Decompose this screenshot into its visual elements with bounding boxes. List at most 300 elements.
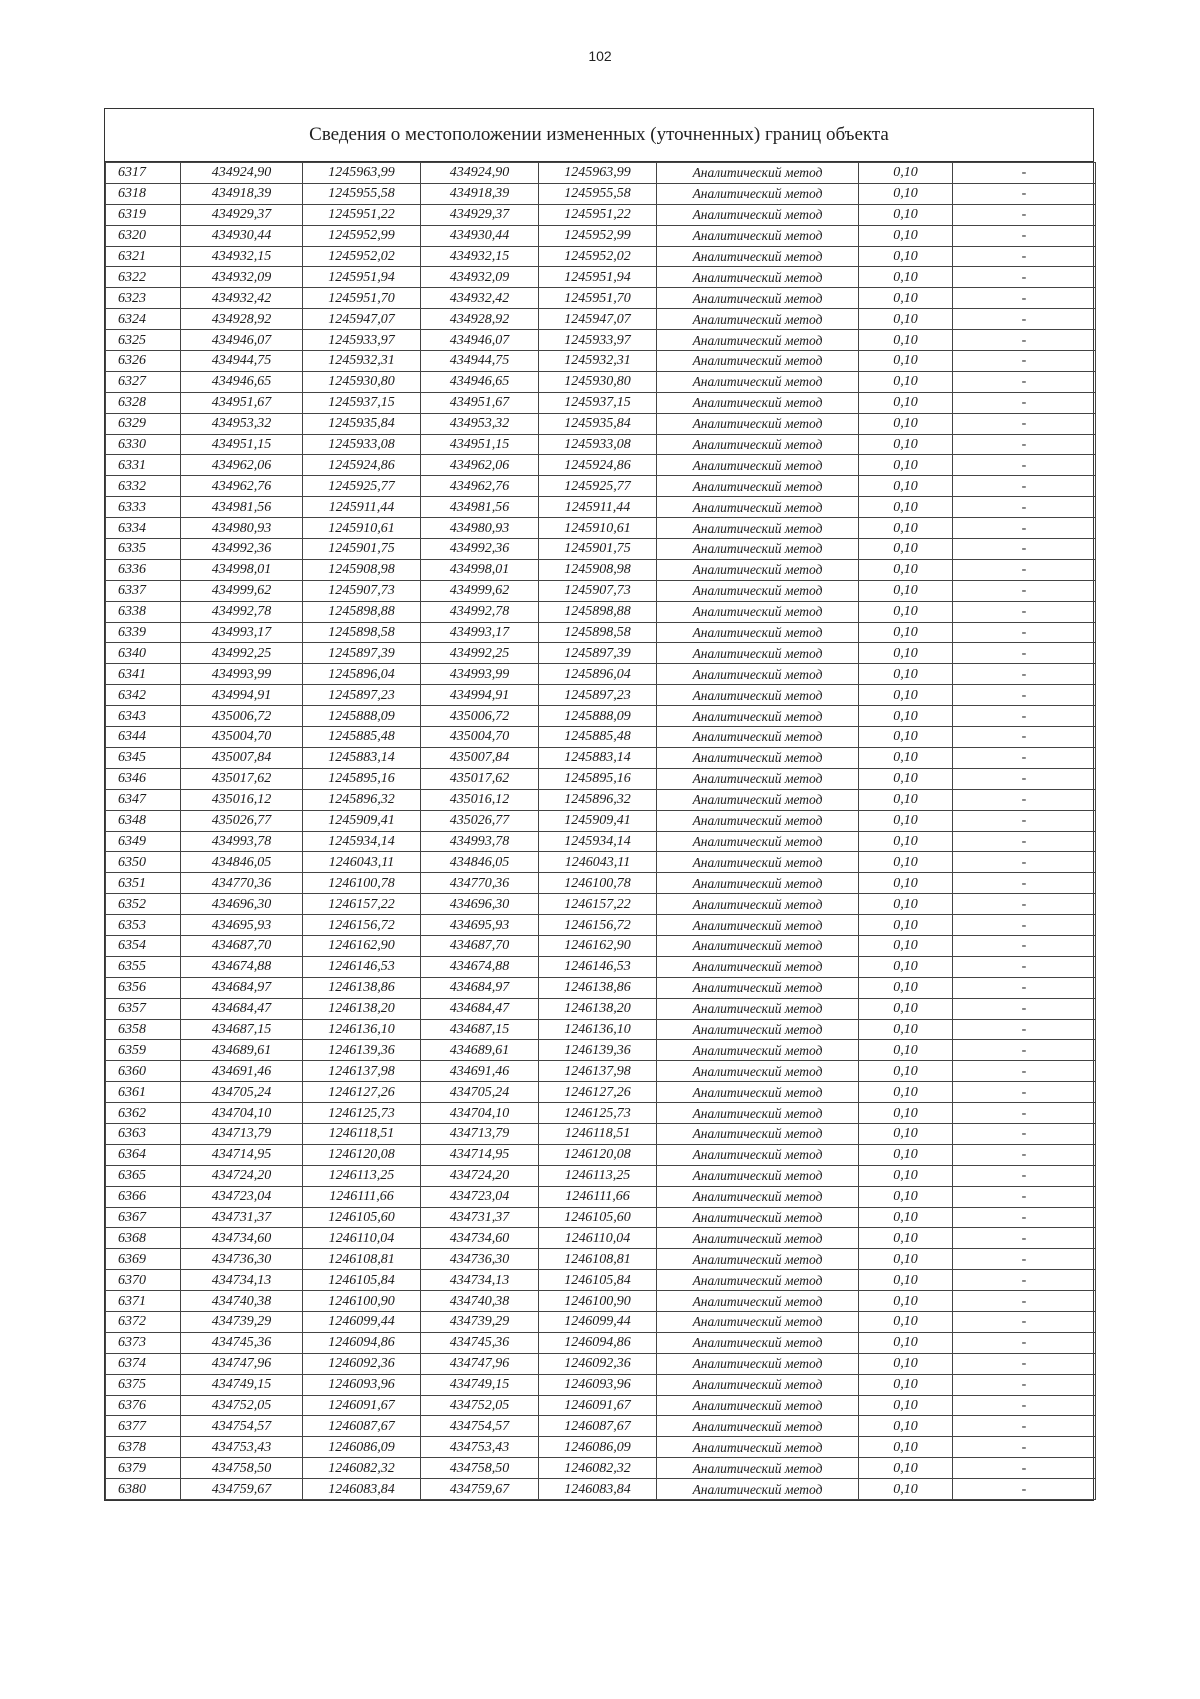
x-coordinate-new: 434951,15 <box>421 434 539 455</box>
point-number: 6361 <box>106 1082 181 1103</box>
table-row <box>106 1123 1096 1144</box>
table-row <box>106 894 1096 915</box>
determination-method: Аналитический метод <box>657 643 859 664</box>
description-value: - <box>953 1311 1096 1332</box>
x-coordinate-existing: 434753,43 <box>181 1437 303 1458</box>
description-value: - <box>953 392 1096 413</box>
description-value: - <box>953 706 1096 727</box>
point-number: 6354 <box>106 935 181 956</box>
description-value: - <box>953 747 1096 768</box>
precision-value: 0,10 <box>859 1479 953 1500</box>
y-coordinate-existing: 1246136,10 <box>303 1019 421 1040</box>
y-coordinate-new: 1245888,09 <box>539 706 657 727</box>
determination-method: Аналитический метод <box>657 330 859 351</box>
point-number: 6322 <box>106 267 181 288</box>
determination-method: Аналитический метод <box>657 413 859 434</box>
y-coordinate-new: 1245910,61 <box>539 518 657 539</box>
determination-method: Аналитический метод <box>657 977 859 998</box>
y-coordinate-new: 1245897,39 <box>539 643 657 664</box>
y-coordinate-existing: 1245937,15 <box>303 392 421 413</box>
y-coordinate-new: 1246111,66 <box>539 1186 657 1207</box>
determination-method: Аналитический метод <box>657 935 859 956</box>
point-number: 6341 <box>106 664 181 685</box>
point-number: 6350 <box>106 852 181 873</box>
precision-value: 0,10 <box>859 1395 953 1416</box>
x-coordinate-new: 434714,95 <box>421 1144 539 1165</box>
x-coordinate-existing: 434953,32 <box>181 413 303 434</box>
table-row <box>106 915 1096 936</box>
description-value: - <box>953 1123 1096 1144</box>
x-coordinate-new: 434928,92 <box>421 309 539 330</box>
y-coordinate-new: 1245932,31 <box>539 351 657 372</box>
y-coordinate-existing: 1246100,78 <box>303 873 421 894</box>
table-row <box>106 852 1096 873</box>
determination-method: Аналитический метод <box>657 476 859 497</box>
description-value: - <box>953 685 1096 706</box>
precision-value: 0,10 <box>859 455 953 476</box>
table-row <box>106 601 1096 622</box>
x-coordinate-existing: 434713,79 <box>181 1123 303 1144</box>
x-coordinate-new: 434745,36 <box>421 1332 539 1353</box>
table-row <box>106 956 1096 977</box>
y-coordinate-existing: 1246087,67 <box>303 1416 421 1437</box>
precision-value: 0,10 <box>859 998 953 1019</box>
precision-value: 0,10 <box>859 1458 953 1479</box>
description-value: - <box>953 643 1096 664</box>
y-coordinate-new: 1246162,90 <box>539 935 657 956</box>
y-coordinate-existing: 1246120,08 <box>303 1144 421 1165</box>
y-coordinate-existing: 1245883,14 <box>303 747 421 768</box>
point-number: 6328 <box>106 392 181 413</box>
precision-value: 0,10 <box>859 351 953 372</box>
table-row <box>106 1458 1096 1479</box>
y-coordinate-new: 1245951,94 <box>539 267 657 288</box>
table-row <box>106 747 1096 768</box>
x-coordinate-new: 434932,15 <box>421 246 539 267</box>
x-coordinate-new: 435026,77 <box>421 810 539 831</box>
x-coordinate-existing: 434846,05 <box>181 852 303 873</box>
y-coordinate-existing: 1246082,32 <box>303 1458 421 1479</box>
table-row <box>106 246 1096 267</box>
description-value: - <box>953 1374 1096 1395</box>
determination-method: Аналитический метод <box>657 768 859 789</box>
table-row <box>106 1332 1096 1353</box>
point-number: 6353 <box>106 915 181 936</box>
y-coordinate-existing: 1246125,73 <box>303 1103 421 1124</box>
y-coordinate-new: 1246139,36 <box>539 1040 657 1061</box>
y-coordinate-new: 1246146,53 <box>539 956 657 977</box>
point-number: 6359 <box>106 1040 181 1061</box>
table-row <box>106 392 1096 413</box>
precision-value: 0,10 <box>859 643 953 664</box>
y-coordinate-existing: 1245898,88 <box>303 601 421 622</box>
y-coordinate-existing: 1245935,84 <box>303 413 421 434</box>
y-coordinate-existing: 1245951,22 <box>303 204 421 225</box>
table-title: Сведения о местоположении измененных (уточненных) границ объекта <box>105 109 1093 162</box>
x-coordinate-new: 434846,05 <box>421 852 539 873</box>
y-coordinate-existing: 1246127,26 <box>303 1082 421 1103</box>
point-number: 6319 <box>106 204 181 225</box>
x-coordinate-new: 434930,44 <box>421 225 539 246</box>
y-coordinate-existing: 1246093,96 <box>303 1374 421 1395</box>
table-row <box>106 1082 1096 1103</box>
y-coordinate-existing: 1245896,04 <box>303 664 421 685</box>
description-value: - <box>953 1291 1096 1312</box>
description-value: - <box>953 434 1096 455</box>
point-number: 6326 <box>106 351 181 372</box>
x-coordinate-new: 434674,88 <box>421 956 539 977</box>
x-coordinate-existing: 434705,24 <box>181 1082 303 1103</box>
determination-method: Аналитический метод <box>657 1144 859 1165</box>
y-coordinate-new: 1245897,23 <box>539 685 657 706</box>
precision-value: 0,10 <box>859 894 953 915</box>
determination-method: Аналитический метод <box>657 1479 859 1500</box>
table-row <box>106 831 1096 852</box>
determination-method: Аналитический метод <box>657 1123 859 1144</box>
table-row <box>106 497 1096 518</box>
determination-method: Аналитический метод <box>657 1395 859 1416</box>
x-coordinate-existing: 434747,96 <box>181 1353 303 1374</box>
description-value: - <box>953 580 1096 601</box>
x-coordinate-existing: 434731,37 <box>181 1207 303 1228</box>
y-coordinate-existing: 1245911,44 <box>303 497 421 518</box>
x-coordinate-new: 434946,07 <box>421 330 539 351</box>
y-coordinate-new: 1246100,90 <box>539 1291 657 1312</box>
y-coordinate-existing: 1246118,51 <box>303 1123 421 1144</box>
determination-method: Аналитический метод <box>657 1291 859 1312</box>
precision-value: 0,10 <box>859 706 953 727</box>
determination-method: Аналитический метод <box>657 1186 859 1207</box>
precision-value: 0,10 <box>859 977 953 998</box>
x-coordinate-existing: 434714,95 <box>181 1144 303 1165</box>
point-number: 6352 <box>106 894 181 915</box>
y-coordinate-new: 1245951,22 <box>539 204 657 225</box>
x-coordinate-existing: 434992,36 <box>181 539 303 560</box>
description-value: - <box>953 935 1096 956</box>
description-value: - <box>953 1249 1096 1270</box>
precision-value: 0,10 <box>859 601 953 622</box>
determination-method: Аналитический метод <box>657 455 859 476</box>
x-coordinate-existing: 434929,37 <box>181 204 303 225</box>
x-coordinate-existing: 434998,01 <box>181 559 303 580</box>
x-coordinate-new: 435004,70 <box>421 727 539 748</box>
x-coordinate-new: 434946,65 <box>421 371 539 392</box>
description-value: - <box>953 622 1096 643</box>
x-coordinate-existing: 434932,42 <box>181 288 303 309</box>
description-value: - <box>953 1144 1096 1165</box>
x-coordinate-new: 434992,36 <box>421 539 539 560</box>
y-coordinate-new: 1245898,58 <box>539 622 657 643</box>
y-coordinate-new: 1245952,99 <box>539 225 657 246</box>
description-value: - <box>953 998 1096 1019</box>
y-coordinate-existing: 1245934,14 <box>303 831 421 852</box>
precision-value: 0,10 <box>859 873 953 894</box>
determination-method: Аналитический метод <box>657 1416 859 1437</box>
description-value: - <box>953 1207 1096 1228</box>
table-row <box>106 434 1096 455</box>
point-number: 6338 <box>106 601 181 622</box>
table-row <box>106 183 1096 204</box>
point-number: 6378 <box>106 1437 181 1458</box>
x-coordinate-existing: 434932,15 <box>181 246 303 267</box>
y-coordinate-new: 1245952,02 <box>539 246 657 267</box>
point-number: 6333 <box>106 497 181 518</box>
x-coordinate-existing: 434994,91 <box>181 685 303 706</box>
x-coordinate-new: 434747,96 <box>421 1353 539 1374</box>
point-number: 6339 <box>106 622 181 643</box>
y-coordinate-existing: 1245898,58 <box>303 622 421 643</box>
y-coordinate-new: 1246093,96 <box>539 1374 657 1395</box>
determination-method: Аналитический метод <box>657 894 859 915</box>
y-coordinate-new: 1245925,77 <box>539 476 657 497</box>
table-row <box>106 622 1096 643</box>
y-coordinate-existing: 1245952,02 <box>303 246 421 267</box>
y-coordinate-new: 1245907,73 <box>539 580 657 601</box>
description-value: - <box>953 204 1096 225</box>
y-coordinate-existing: 1246111,66 <box>303 1186 421 1207</box>
x-coordinate-new: 434684,47 <box>421 998 539 1019</box>
point-number: 6365 <box>106 1165 181 1186</box>
precision-value: 0,10 <box>859 246 953 267</box>
description-value: - <box>953 163 1096 184</box>
y-coordinate-new: 1245933,97 <box>539 330 657 351</box>
determination-method: Аналитический метод <box>657 288 859 309</box>
y-coordinate-new: 1245933,08 <box>539 434 657 455</box>
determination-method: Аналитический метод <box>657 1332 859 1353</box>
y-coordinate-new: 1245909,41 <box>539 810 657 831</box>
x-coordinate-existing: 434674,88 <box>181 956 303 977</box>
precision-value: 0,10 <box>859 1332 953 1353</box>
x-coordinate-new: 434770,36 <box>421 873 539 894</box>
description-value: - <box>953 831 1096 852</box>
description-value: - <box>953 601 1096 622</box>
x-coordinate-new: 434758,50 <box>421 1458 539 1479</box>
point-number: 6373 <box>106 1332 181 1353</box>
y-coordinate-new: 1245963,99 <box>539 163 657 184</box>
determination-method: Аналитический метод <box>657 183 859 204</box>
y-coordinate-new: 1246086,09 <box>539 1437 657 1458</box>
table-row <box>106 1416 1096 1437</box>
point-number: 6349 <box>106 831 181 852</box>
determination-method: Аналитический метод <box>657 1270 859 1291</box>
table-row <box>106 225 1096 246</box>
description-value: - <box>953 956 1096 977</box>
precision-value: 0,10 <box>859 768 953 789</box>
determination-method: Аналитический метод <box>657 246 859 267</box>
precision-value: 0,10 <box>859 1082 953 1103</box>
y-coordinate-existing: 1245951,94 <box>303 267 421 288</box>
y-coordinate-existing: 1246083,84 <box>303 1479 421 1500</box>
table-row <box>106 309 1096 330</box>
x-coordinate-existing: 434689,61 <box>181 1040 303 1061</box>
y-coordinate-existing: 1246162,90 <box>303 935 421 956</box>
y-coordinate-new: 1246043,11 <box>539 852 657 873</box>
description-value: - <box>953 1479 1096 1500</box>
precision-value: 0,10 <box>859 685 953 706</box>
table-row <box>106 1040 1096 1061</box>
y-coordinate-existing: 1246138,86 <box>303 977 421 998</box>
x-coordinate-existing: 434739,29 <box>181 1311 303 1332</box>
description-value: - <box>953 810 1096 831</box>
y-coordinate-new: 1246099,44 <box>539 1311 657 1332</box>
description-value: - <box>953 539 1096 560</box>
determination-method: Аналитический метод <box>657 1249 859 1270</box>
determination-method: Аналитический метод <box>657 1019 859 1040</box>
x-coordinate-new: 435007,84 <box>421 747 539 768</box>
x-coordinate-existing: 434758,50 <box>181 1458 303 1479</box>
description-value: - <box>953 852 1096 873</box>
precision-value: 0,10 <box>859 831 953 852</box>
determination-method: Аналитический метод <box>657 539 859 560</box>
point-number: 6346 <box>106 768 181 789</box>
determination-method: Аналитический метод <box>657 204 859 225</box>
description-value: - <box>953 1458 1096 1479</box>
precision-value: 0,10 <box>859 1165 953 1186</box>
y-coordinate-existing: 1246113,25 <box>303 1165 421 1186</box>
point-number: 6369 <box>106 1249 181 1270</box>
x-coordinate-new: 434962,06 <box>421 455 539 476</box>
determination-method: Аналитический метод <box>657 1437 859 1458</box>
determination-method: Аналитический метод <box>657 1040 859 1061</box>
x-coordinate-new: 434739,29 <box>421 1311 539 1332</box>
description-value: - <box>953 371 1096 392</box>
x-coordinate-existing: 434930,44 <box>181 225 303 246</box>
table-row <box>106 518 1096 539</box>
x-coordinate-new: 434953,32 <box>421 413 539 434</box>
description-value: - <box>953 1082 1096 1103</box>
table-row <box>106 1186 1096 1207</box>
precision-value: 0,10 <box>859 309 953 330</box>
description-value: - <box>953 664 1096 685</box>
description-value: - <box>953 1061 1096 1082</box>
x-coordinate-existing: 434723,04 <box>181 1186 303 1207</box>
point-number: 6355 <box>106 956 181 977</box>
page-number: 102 <box>588 48 612 64</box>
x-coordinate-new: 434992,25 <box>421 643 539 664</box>
x-coordinate-existing: 434951,15 <box>181 434 303 455</box>
y-coordinate-new: 1246083,84 <box>539 1479 657 1500</box>
determination-method: Аналитический метод <box>657 371 859 392</box>
precision-value: 0,10 <box>859 747 953 768</box>
x-coordinate-existing: 434736,30 <box>181 1249 303 1270</box>
y-coordinate-new: 1246105,60 <box>539 1207 657 1228</box>
point-number: 6360 <box>106 1061 181 1082</box>
precision-value: 0,10 <box>859 1270 953 1291</box>
determination-method: Аналитический метод <box>657 664 859 685</box>
y-coordinate-existing: 1246146,53 <box>303 956 421 977</box>
boundary-table-container <box>104 108 1094 1501</box>
x-coordinate-new: 434695,93 <box>421 915 539 936</box>
table-row <box>106 768 1096 789</box>
x-coordinate-existing: 435026,77 <box>181 810 303 831</box>
description-value: - <box>953 1437 1096 1458</box>
precision-value: 0,10 <box>859 1353 953 1374</box>
determination-method: Аналитический метод <box>657 225 859 246</box>
table-row <box>106 1207 1096 1228</box>
determination-method: Аналитический метод <box>657 727 859 748</box>
description-value: - <box>953 768 1096 789</box>
x-coordinate-new: 434696,30 <box>421 894 539 915</box>
y-coordinate-existing: 1246139,36 <box>303 1040 421 1061</box>
x-coordinate-new: 434734,60 <box>421 1228 539 1249</box>
determination-method: Аналитический метод <box>657 518 859 539</box>
x-coordinate-existing: 434695,93 <box>181 915 303 936</box>
description-value: - <box>953 1395 1096 1416</box>
description-value: - <box>953 225 1096 246</box>
determination-method: Аналитический метод <box>657 747 859 768</box>
y-coordinate-existing: 1246091,67 <box>303 1395 421 1416</box>
x-coordinate-existing: 434962,06 <box>181 455 303 476</box>
x-coordinate-new: 434929,37 <box>421 204 539 225</box>
description-value: - <box>953 1416 1096 1437</box>
table-row <box>106 1311 1096 1332</box>
x-coordinate-existing: 434928,92 <box>181 309 303 330</box>
y-coordinate-new: 1245934,14 <box>539 831 657 852</box>
table-row <box>106 1249 1096 1270</box>
x-coordinate-existing: 434999,62 <box>181 580 303 601</box>
description-value: - <box>953 351 1096 372</box>
table-row <box>106 371 1096 392</box>
determination-method: Аналитический метод <box>657 1082 859 1103</box>
point-number: 6318 <box>106 183 181 204</box>
precision-value: 0,10 <box>859 580 953 601</box>
determination-method: Аналитический метод <box>657 1061 859 1082</box>
table-row <box>106 1103 1096 1124</box>
description-value: - <box>953 1103 1096 1124</box>
description-value: - <box>953 476 1096 497</box>
x-coordinate-existing: 434684,97 <box>181 977 303 998</box>
determination-method: Аналитический метод <box>657 497 859 518</box>
precision-value: 0,10 <box>859 267 953 288</box>
precision-value: 0,10 <box>859 1311 953 1332</box>
point-number: 6374 <box>106 1353 181 1374</box>
y-coordinate-existing: 1246110,04 <box>303 1228 421 1249</box>
table-row <box>106 1061 1096 1082</box>
y-coordinate-existing: 1245947,07 <box>303 309 421 330</box>
description-value: - <box>953 1332 1096 1353</box>
point-number: 6380 <box>106 1479 181 1500</box>
x-coordinate-existing: 434946,65 <box>181 371 303 392</box>
x-coordinate-new: 434749,15 <box>421 1374 539 1395</box>
description-value: - <box>953 497 1096 518</box>
y-coordinate-new: 1245911,44 <box>539 497 657 518</box>
x-coordinate-new: 434951,67 <box>421 392 539 413</box>
y-coordinate-new: 1245951,70 <box>539 288 657 309</box>
table-row <box>106 413 1096 434</box>
x-coordinate-existing: 434734,13 <box>181 1270 303 1291</box>
point-number: 6348 <box>106 810 181 831</box>
point-number: 6323 <box>106 288 181 309</box>
y-coordinate-new: 1246138,20 <box>539 998 657 1019</box>
y-coordinate-existing: 1246157,22 <box>303 894 421 915</box>
table-row <box>106 664 1096 685</box>
y-coordinate-existing: 1246137,98 <box>303 1061 421 1082</box>
precision-value: 0,10 <box>859 1228 953 1249</box>
precision-value: 0,10 <box>859 371 953 392</box>
point-number: 6367 <box>106 1207 181 1228</box>
y-coordinate-existing: 1246100,90 <box>303 1291 421 1312</box>
table-row <box>106 1374 1096 1395</box>
point-number: 6330 <box>106 434 181 455</box>
y-coordinate-existing: 1246156,72 <box>303 915 421 936</box>
description-value: - <box>953 727 1096 748</box>
x-coordinate-existing: 434992,78 <box>181 601 303 622</box>
determination-method: Аналитический метод <box>657 622 859 643</box>
y-coordinate-new: 1246108,81 <box>539 1249 657 1270</box>
y-coordinate-new: 1245896,32 <box>539 789 657 810</box>
y-coordinate-new: 1245937,15 <box>539 392 657 413</box>
description-value: - <box>953 183 1096 204</box>
